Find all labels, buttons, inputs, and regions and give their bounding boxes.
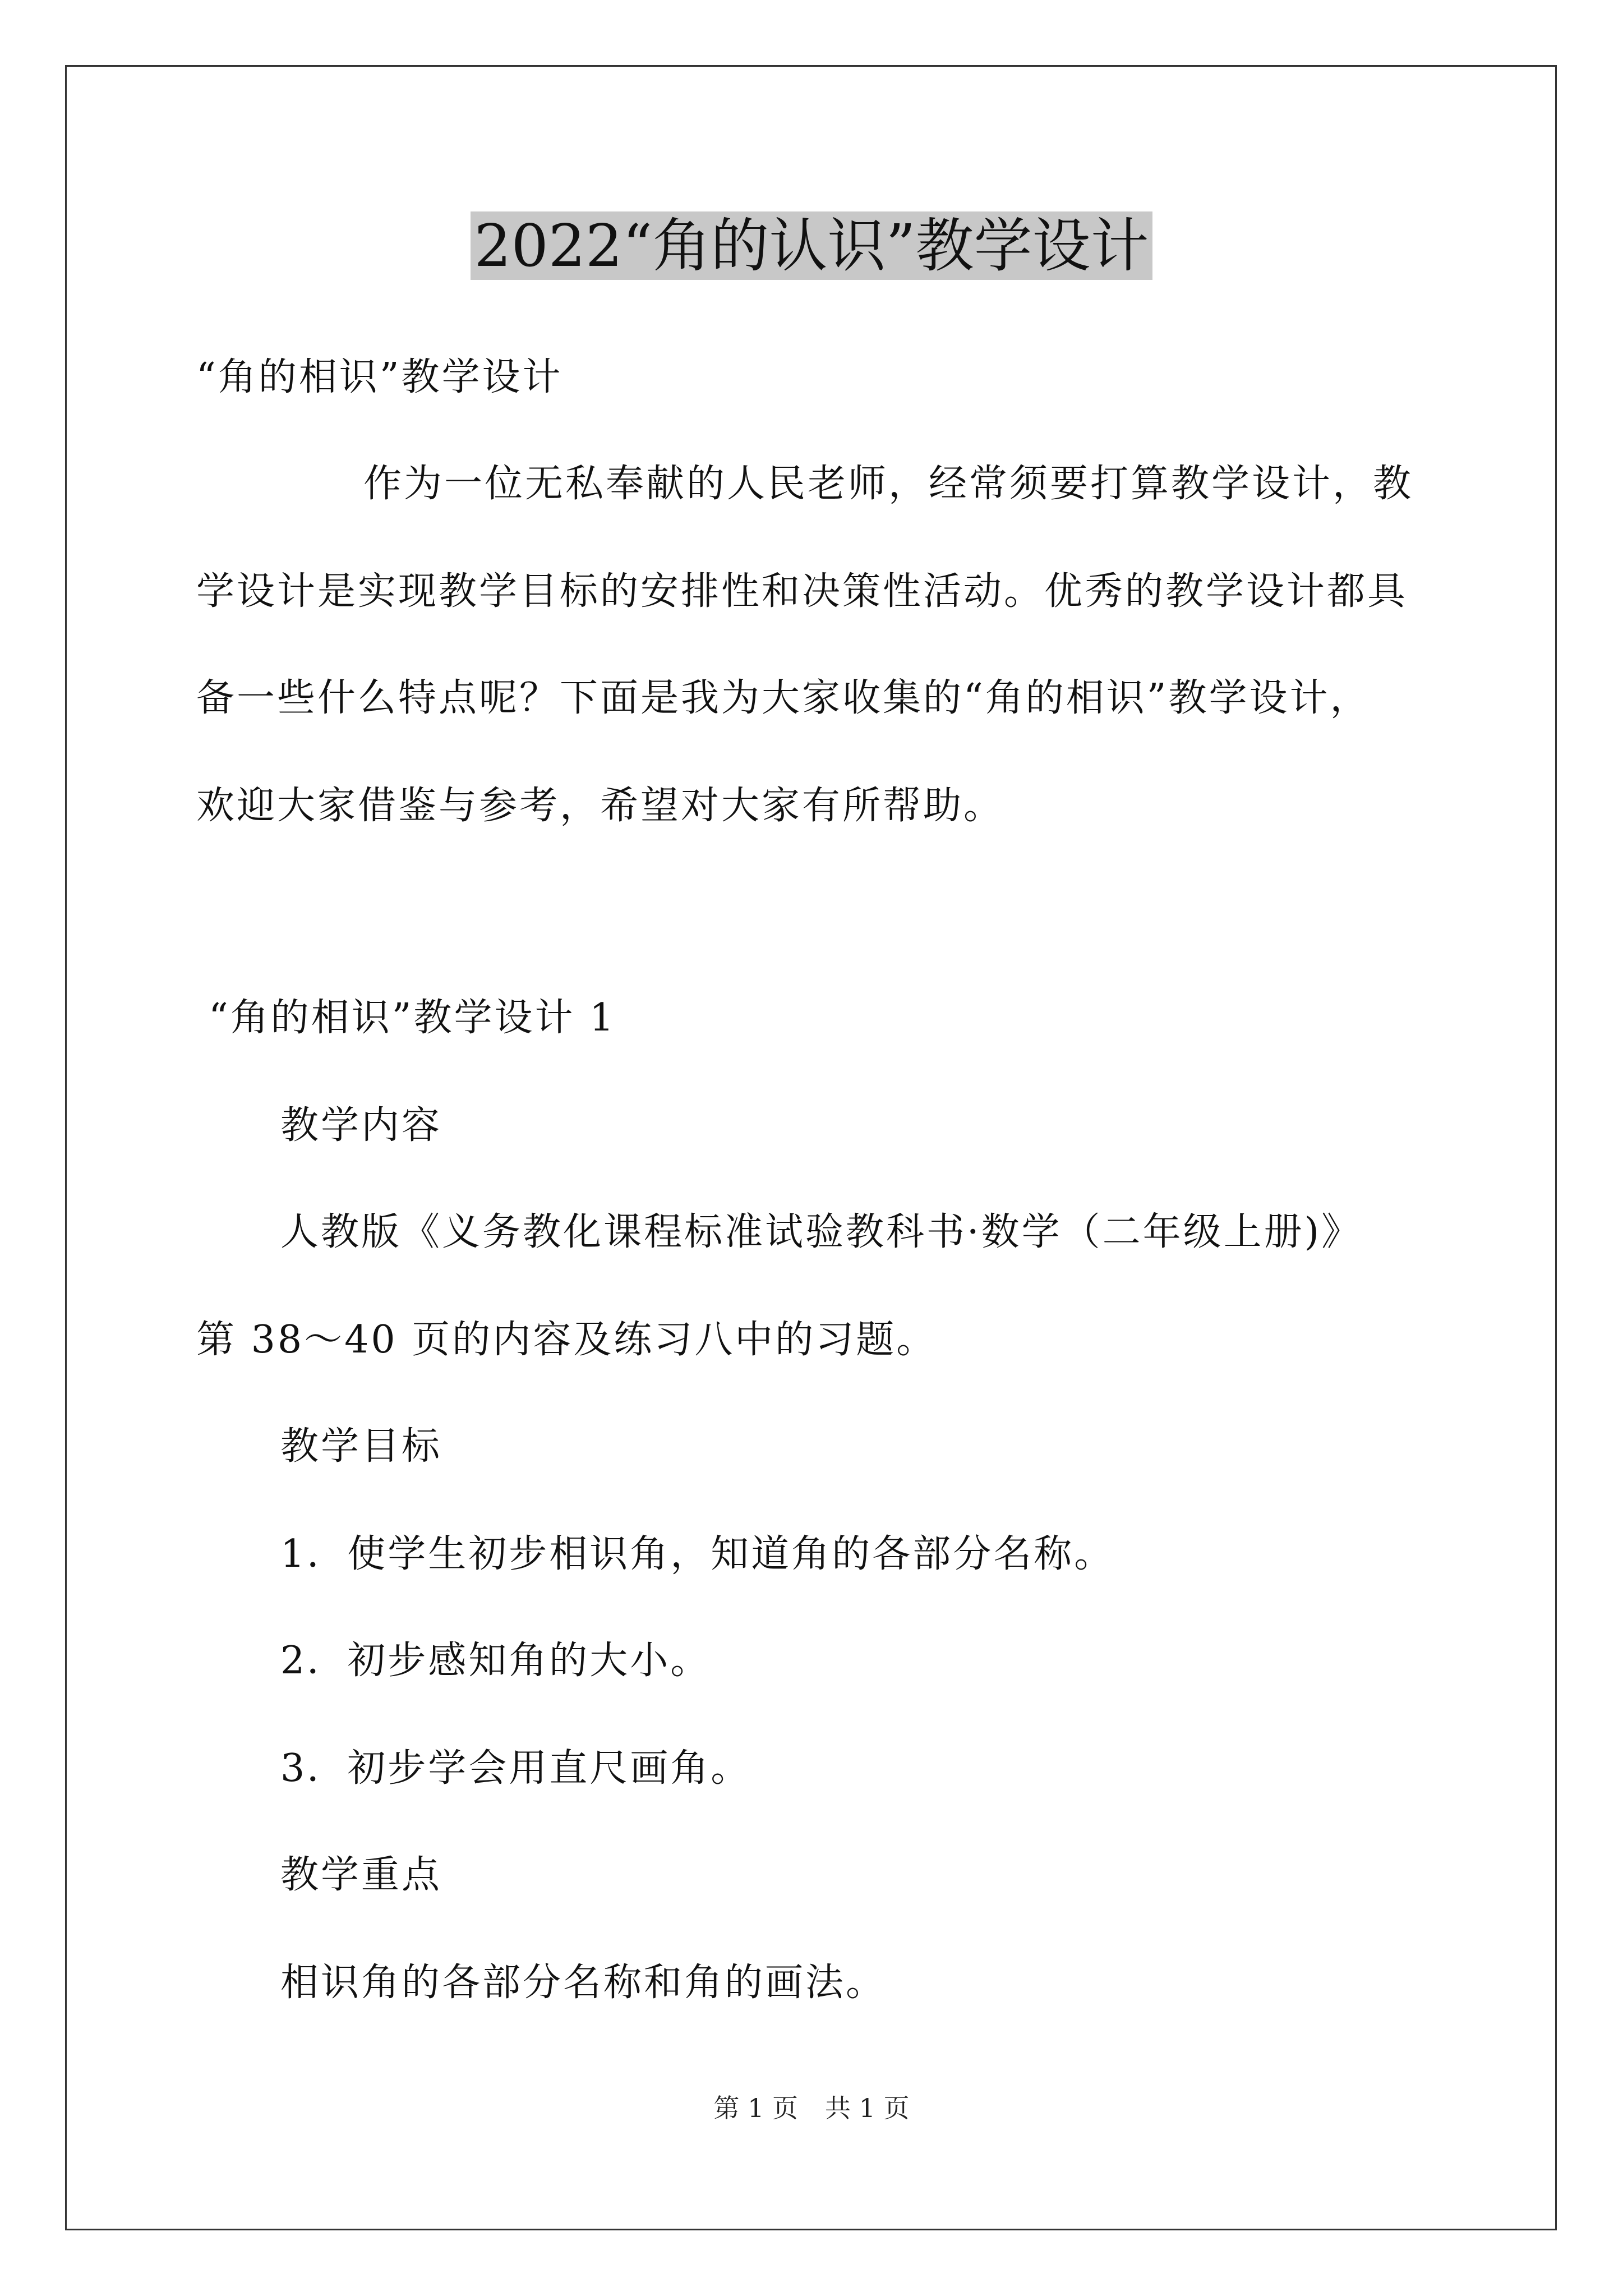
- document-title-text: 2022“角的认识”教学设计: [471, 211, 1152, 280]
- goal-item-1: 1．使学生初步相识角，知道角的各部分名称。: [280, 1532, 1115, 1576]
- page-total: 共 1 页: [825, 2093, 910, 2123]
- focus-text: 相识角的各部分名称和角的画法。: [280, 1961, 887, 2005]
- heading-goals: 教学目标: [280, 1424, 442, 1469]
- heading-focus: 教学重点: [280, 1853, 442, 1897]
- document-title: [0, 209, 1623, 283]
- content-line-2: 第 38～40 页的内容及练习八中的习题。: [196, 1318, 937, 1362]
- intro-line-1: 作为一位无私奉献的人民老师，经常须要打算教学设计，教: [363, 462, 1414, 506]
- intro-line-3: 备一些什么特点呢？下面是我为大家收集的“角的相识”教学设计，: [196, 676, 1371, 720]
- intro-line-2: 学设计是实现教学目标的安排性和决策性活动。优秀的教学设计都具: [196, 569, 1408, 614]
- section-title: “角的相识”教学设计 1: [209, 996, 616, 1040]
- page-footer: [0, 2091, 1623, 2125]
- intro-line-4: 欢迎大家借鉴与参考，希望对大家有所帮助。: [196, 784, 1004, 828]
- goal-item-3: 3．初步学会用直尺画角。: [280, 1746, 751, 1791]
- page-number: 第 1 页: [713, 2093, 798, 2123]
- document-subtitle: “角的相识”教学设计: [196, 355, 563, 399]
- goal-item-2: 2．初步感知角的大小。: [280, 1639, 711, 1683]
- content-line-1: 人教版《义务教化课程标准试验教科书·数学（二年级上册)》: [280, 1210, 1362, 1254]
- heading-content: 教学内容: [280, 1103, 442, 1148]
